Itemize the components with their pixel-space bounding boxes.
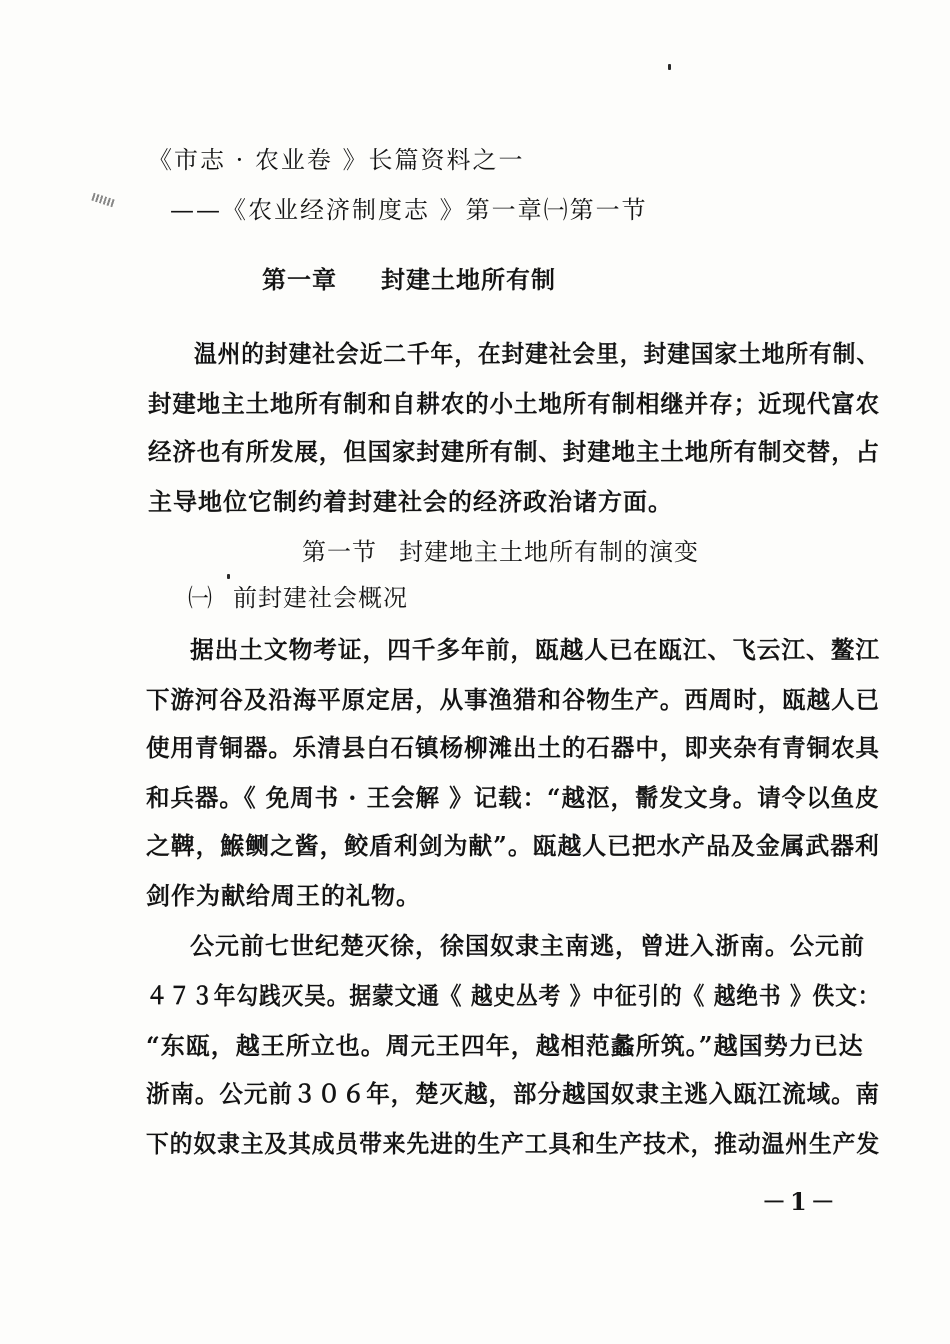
- page-number: －1－: [762, 1187, 839, 1216]
- body-paragraph-line: 和兵器。《 免周书 · 王会解 》记载：“越沤，鬋发文身。请令以鱼皮: [146, 783, 880, 812]
- chapter-number: 第一章: [262, 265, 337, 294]
- body-paragraph-line: ４７３年勾践灭吴。据蒙文通《 越史丛考 》中征引的《 越绝书 》佚文：: [146, 981, 881, 1010]
- scan-smudge-mark: [91, 193, 114, 207]
- section-title: 封建地主土地所有制的演变: [399, 538, 699, 566]
- scan-speck: [227, 574, 230, 579]
- section-heading: [302, 538, 699, 566]
- chapter-heading: [262, 266, 556, 294]
- intro-paragraph-line: 封建地主土地所有制和自耕农的小土地所有制相继并存；近现代富农: [148, 389, 880, 418]
- section-number: 第一节: [302, 538, 377, 566]
- subsection-number: ㈠: [188, 584, 213, 612]
- intro-paragraph-line: 经济也有所发展，但国家封建所有制、封建地主土地所有制交替，占: [148, 437, 880, 466]
- intro-paragraph-line: 主导地位它制约着封建社会的经济政治诸方面。: [148, 487, 673, 516]
- body-paragraph-line: 公元前七世纪楚灭徐，徐国奴隶主南逃，曾进入浙南。公元前: [190, 931, 865, 960]
- body-paragraph-line: 下的奴隶主及其成员带来先进的生产工具和生产技术，推动温州生产发: [146, 1129, 881, 1158]
- body-paragraph-line: 剑作为献给周王的礼物。: [146, 881, 421, 910]
- subsection-heading: [188, 584, 408, 612]
- body-paragraph-line: 下游河谷及沿海平原定居，从事渔猎和谷物生产。西周时，瓯越人已: [146, 685, 881, 714]
- chapter-title: 封建土地所有制: [381, 265, 556, 294]
- intro-paragraph-line: 温州的封建社会近二千年，在封建社会里，封建国家土地所有制、: [194, 339, 880, 368]
- body-paragraph-line: 浙南。公元前３０６年，楚灭越，部分越国奴隶主逃入瓯江流域。南: [146, 1079, 881, 1108]
- body-paragraph-line: 之鞞，鯸鲗之酱，鲛盾利剑为献”。瓯越人已把水产品及金属武器利: [146, 831, 880, 860]
- body-paragraph-line: 据出土文物考证，四千多年前，瓯越人已在瓯江、飞云江、鳌江: [190, 635, 880, 664]
- document-header-series: 《市志 · 农业卷 》长篇资料之一: [148, 146, 525, 174]
- scan-speck: [668, 64, 671, 70]
- subsection-title: 前封建社会概况: [233, 584, 408, 612]
- document-header-source: ——《农业经济制度志 》第一章㈠第一节: [170, 196, 648, 224]
- body-paragraph-line: 使用青铜器。乐清县白石镇杨柳滩出土的石器中，即夹杂有青铜农具: [146, 733, 881, 762]
- body-paragraph-line: “东瓯，越王所立也。周元王四年，越相范蠡所筑。”越国势力已达: [146, 1031, 864, 1060]
